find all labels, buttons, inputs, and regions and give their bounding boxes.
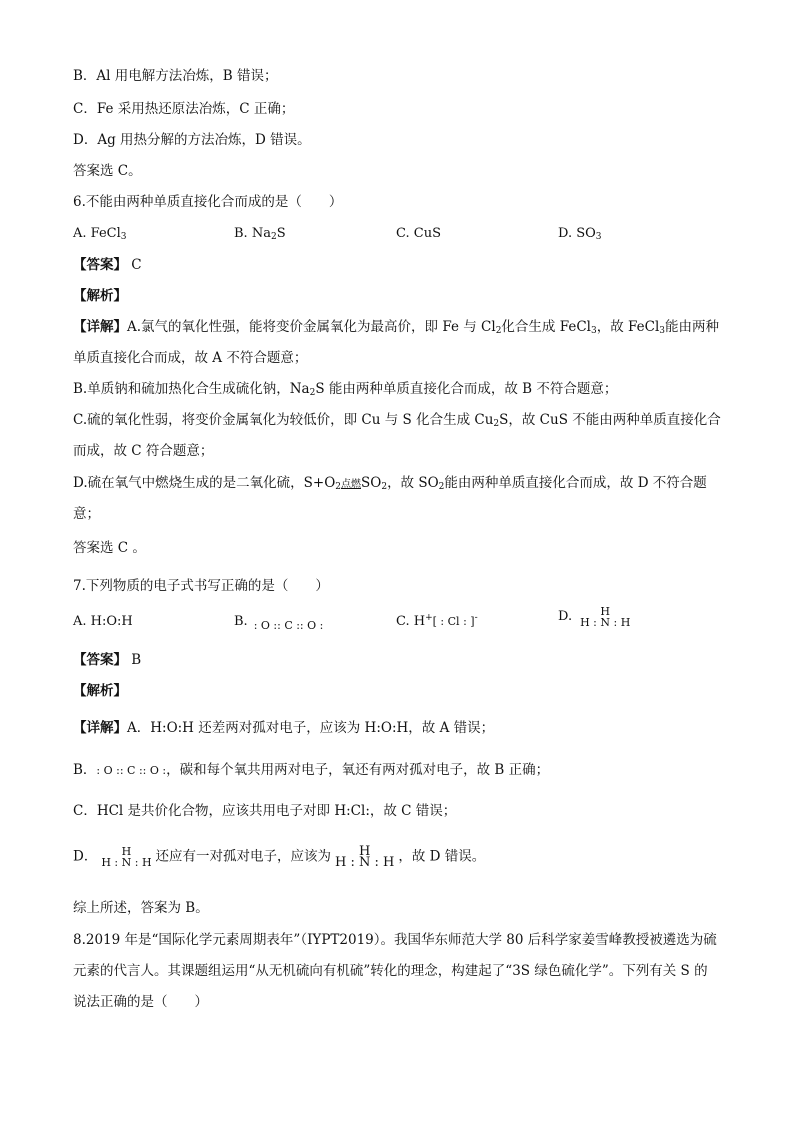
q7-detail-d: D． H H : N : H 还应有一对孤对电子，应该为 H H : N : H ，故 D 错误。 [73, 844, 486, 870]
q7-summary: 综上所述，答案为 B。 [73, 900, 209, 916]
q6-answer: 【答案】 C [73, 257, 142, 273]
text-line: 而成，故 C 符合题意； [73, 443, 214, 459]
q6-detail-d: D.硫在氧气中燃烧生成的是二氧化硫，$S+O_2$点燃$SO_2$，故 $SO_2$能由两种单质直接化合而成，故 D 不符合题 [73, 473, 707, 495]
reaction-condition: 点燃 [341, 479, 361, 490]
text-line: C．Fe 采用热还原法冶炼，C 正确； [73, 101, 295, 117]
q7-analysis: 【解析】 [73, 683, 127, 699]
q6-final-answer: 答案选 C 。 [73, 540, 146, 556]
q6-option-b: B. $Na_2S$ [234, 226, 286, 242]
q6-option-d: D. $SO_3$ [558, 226, 602, 242]
text-line: 单质直接化合而成，故 A 不符合题意； [73, 350, 308, 366]
q6-option-c: C. CuS [396, 226, 441, 241]
electron-formula: H H : N : H [580, 605, 631, 629]
q7-option-d: D. H H : N : H [558, 605, 631, 629]
electron-formula: H H : N : H [335, 844, 395, 870]
question-6-stem: 6.不能由两种单质直接化合而成的是（ ） [73, 194, 343, 210]
q6-option-a: A. FeCl$_3$ [73, 226, 127, 242]
text-line: B．Al 用电解方法冶炼，B 错误； [73, 68, 278, 84]
electron-formula: H H : N : H [101, 845, 152, 869]
electron-formula: : O :: C :: O : [253, 619, 324, 632]
q7-detail-b: B．: O :: C :: O :，碳和每个氧共用两对电子，氧还有两对孤对电子，故 B 正确； [73, 762, 550, 778]
question-8-line: 说法正确的是（ ） [73, 994, 208, 1010]
q7-option-a: A. H:O:H [73, 614, 133, 629]
q6-detail-c: C.硫的氧化性弱，将变价金属氧化为较低价，即 Cu 与 S 化合生成 $Cu_2S$，故 CuS 不能由两种单质直接化合 [73, 412, 721, 429]
q7-answer: 【答案】 B [73, 652, 142, 668]
q6-detail-a: 【详解】A.氯气的氧化性强，能将变价金属氧化为最高价，即 Fe 与 $Cl_2$化合生成 FeCl$_3$，故 FeCl$_3$能由两种 [73, 319, 720, 336]
question-8-line: 8.2019 年是“国际化学元素周期表年”（IYPT2019）。我国华东师范大学 80 后科学家姜雪峰教授被遴选为硫 [73, 932, 717, 948]
text-line: D．Ag 用热分解的方法冶炼，D 错误。 [73, 132, 311, 148]
question-7-stem: 7.下列物质的电子式书写正确的是（ ） [73, 578, 329, 594]
text-line: 意； [73, 506, 100, 522]
q7-option-c: C. H+[ : Cl : ]- [396, 613, 478, 629]
electron-formula: : O :: C :: O : [96, 764, 167, 777]
q7-option-b: B. $_{: O :: C :: O :}$ [234, 614, 324, 632]
q7-detail-c: C．HCl 是共价化合物，应该共用电子对即 H:Cl:，故 C 错误； [73, 803, 457, 819]
question-8-line: 元素的代言人。其课题组运用“从无机硫向有机硫”转化的理念，构建起了“3S 绿色硫化学”。下列有关 S 的 [73, 963, 708, 979]
q6-analysis: 【解析】 [73, 288, 127, 304]
q7-detail-a: 【详解】A．H:O:H 还差两对孤对电子，应该为 H:O:H，故 A 错误； [73, 720, 495, 736]
text-line: 答案选 C。 [73, 163, 142, 179]
answer-tag: 【答案】 [73, 257, 127, 273]
electron-formula: [ : Cl : ] [432, 615, 475, 628]
q6-detail-b: B.单质钠和硫加热化合生成硫化钠，$Na_2S$ 能由两种单质直接化合而成，故 B 不符合题意； [73, 381, 618, 398]
